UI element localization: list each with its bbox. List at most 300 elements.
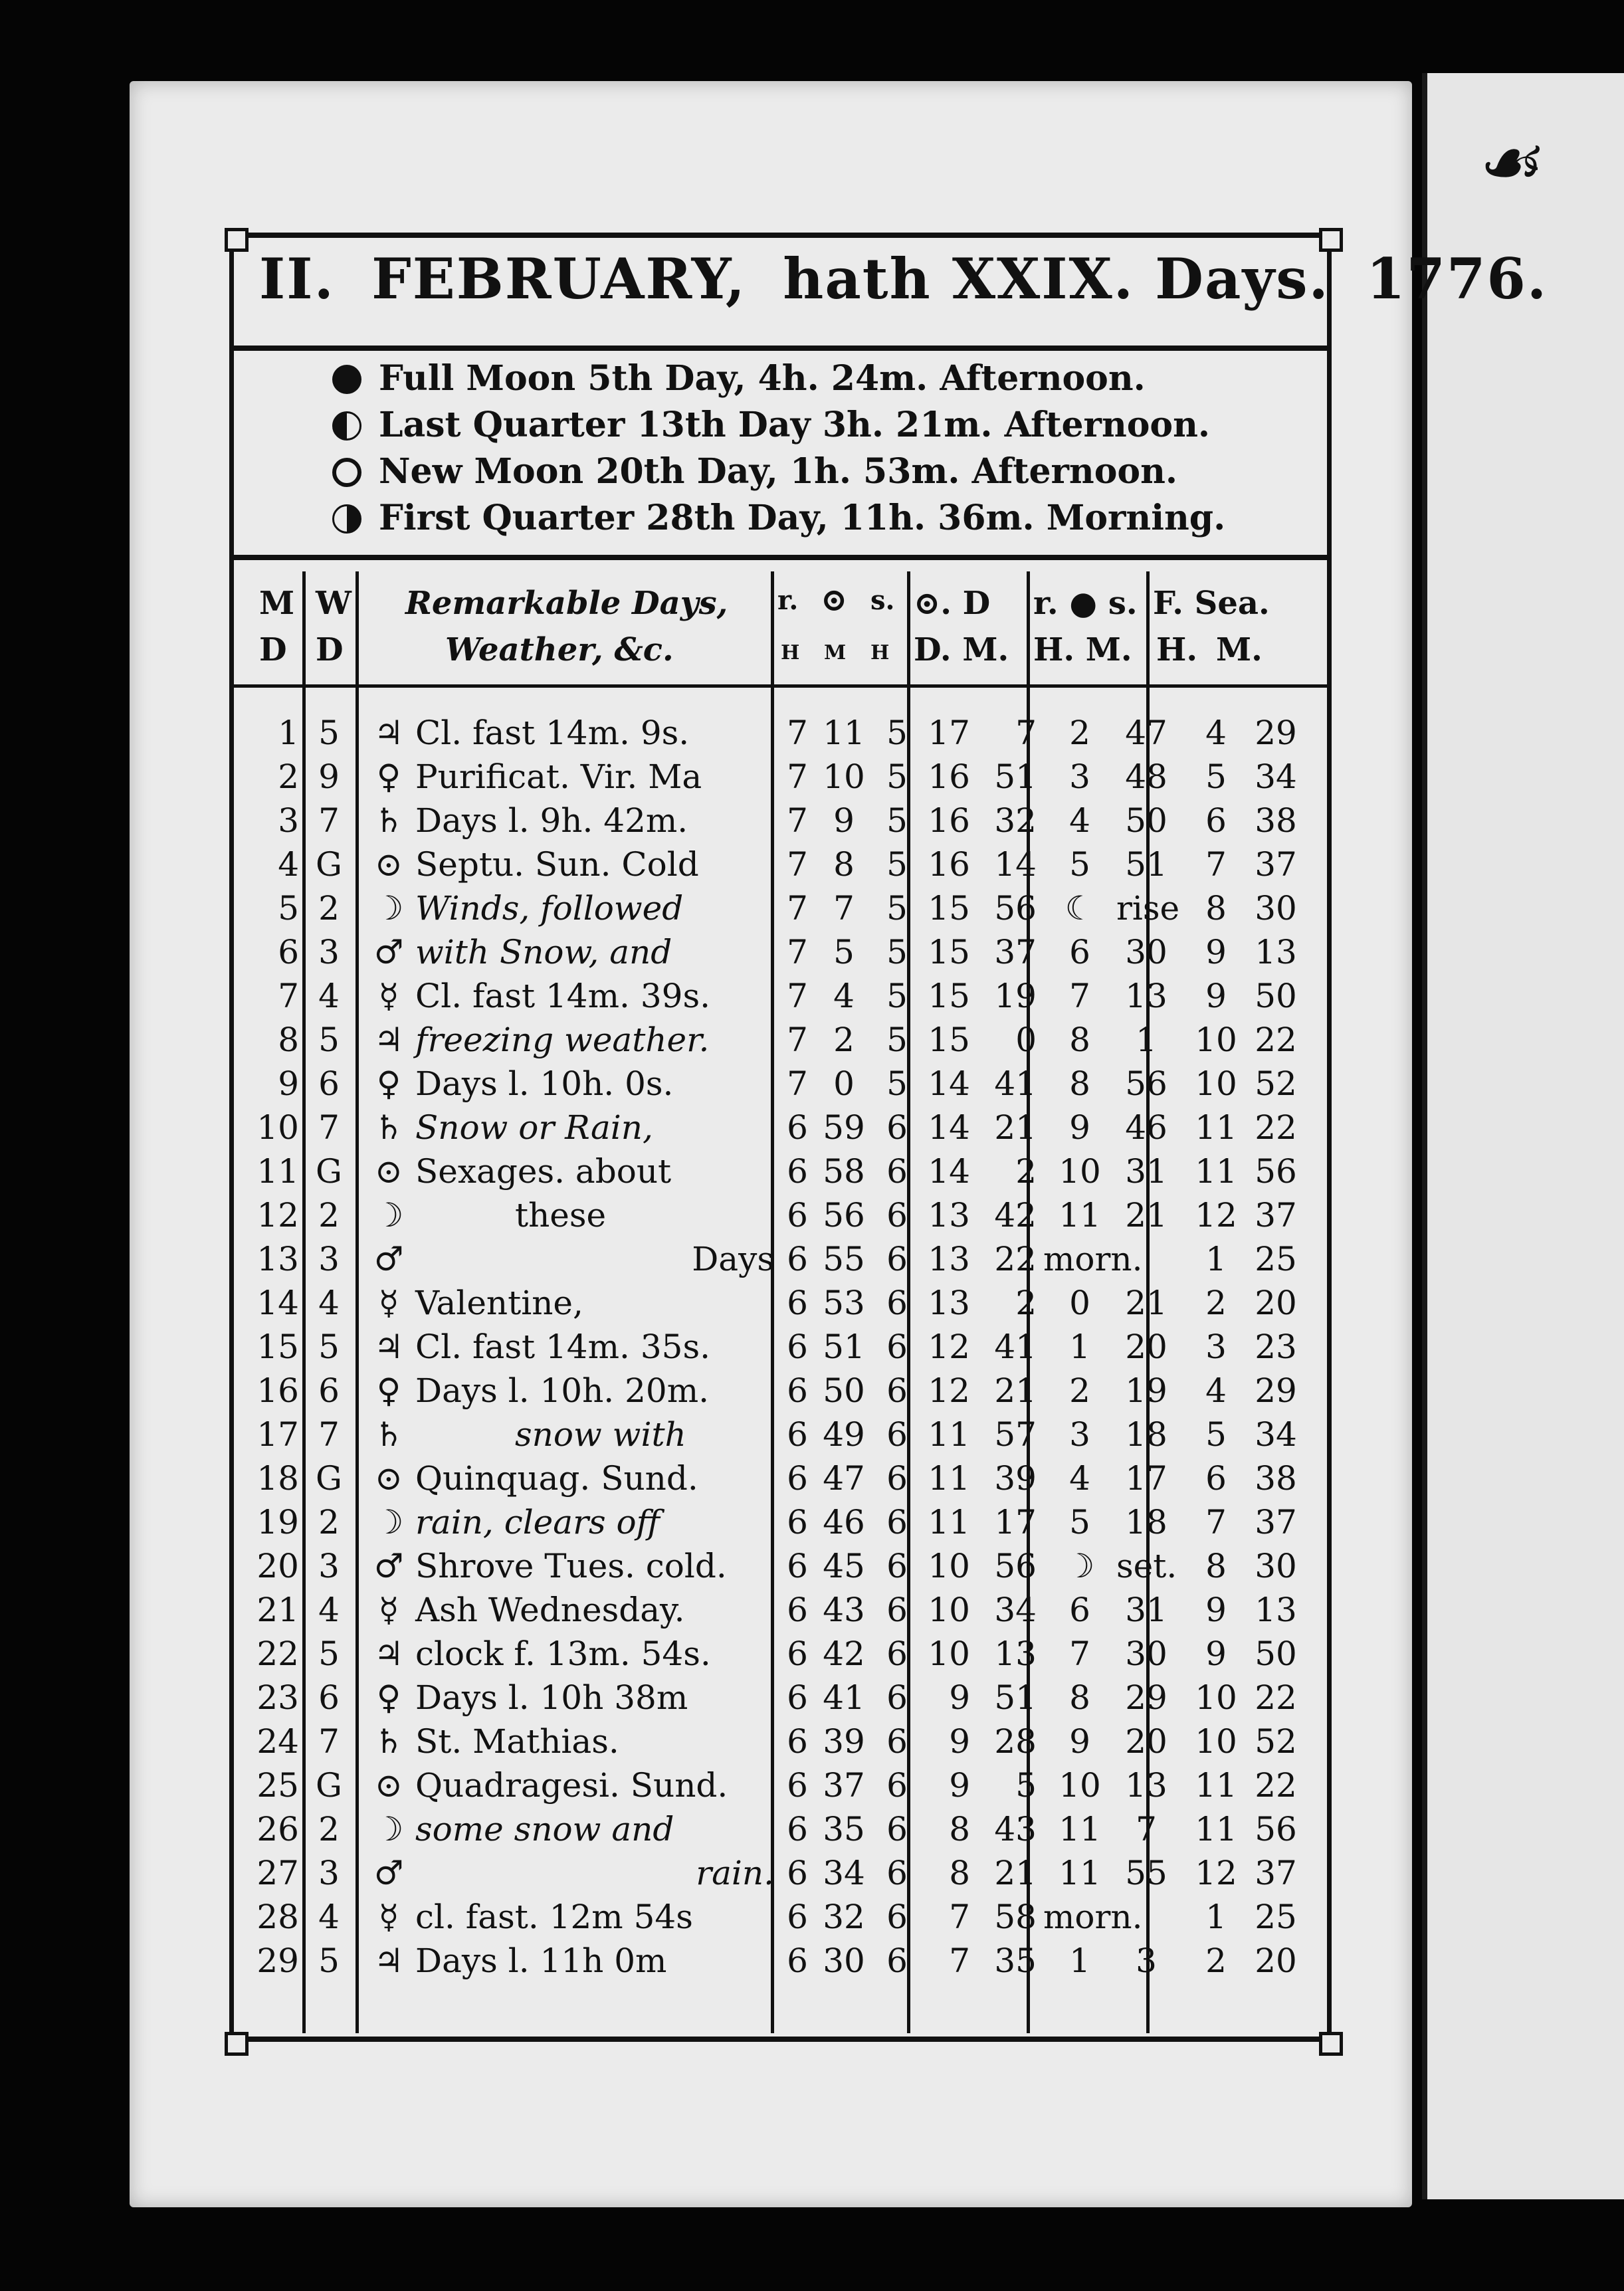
full-sea-hour: 5 bbox=[1205, 757, 1227, 796]
declination-degrees: 13 bbox=[928, 1284, 970, 1322]
declination-degrees: 16 bbox=[928, 757, 970, 796]
header-moon-top: r. ● s. bbox=[1033, 585, 1138, 622]
full-sea-hour: 6 bbox=[1205, 1459, 1227, 1498]
moon-minute: 1 bbox=[1136, 1021, 1157, 1059]
day-of-month: 5 bbox=[278, 889, 299, 928]
table-header bbox=[239, 571, 1322, 684]
sunrise-minute: 9 bbox=[833, 801, 855, 840]
declination-degrees: 14 bbox=[928, 1064, 970, 1103]
table-row bbox=[239, 1807, 1322, 1851]
planet-symbol: ♂ bbox=[373, 933, 404, 971]
declination-degrees: 11 bbox=[928, 1415, 970, 1454]
moon-hour: 10 bbox=[1059, 1766, 1101, 1805]
moon-minute: 56 bbox=[1125, 1064, 1167, 1103]
table-row bbox=[239, 1106, 1322, 1149]
planet-symbol: ⊙ bbox=[375, 1152, 403, 1191]
sunrise-hour: 6 bbox=[787, 1371, 808, 1410]
sunset-hour: 6 bbox=[886, 1328, 908, 1366]
full-sea-hour: 2 bbox=[1205, 1942, 1227, 1980]
planet-symbol: ♀ bbox=[376, 1371, 401, 1410]
day-of-month: 15 bbox=[256, 1328, 299, 1366]
sunset-hour: 5 bbox=[886, 1064, 908, 1103]
full-sea-hour: 11 bbox=[1195, 1152, 1237, 1191]
full-sea-minute: 13 bbox=[1255, 933, 1297, 971]
remarkable-days-text: Ash Wednesday. bbox=[415, 1591, 685, 1629]
moon-minute: 21 bbox=[1125, 1196, 1167, 1235]
day-of-month: 18 bbox=[256, 1459, 299, 1498]
table-row bbox=[239, 886, 1322, 930]
declination-degrees: 12 bbox=[928, 1328, 970, 1366]
moon-minute: 30 bbox=[1125, 933, 1167, 971]
full-sea-minute: 20 bbox=[1255, 1284, 1297, 1322]
full-sea-minute: 22 bbox=[1255, 1678, 1297, 1717]
table-row bbox=[239, 711, 1322, 755]
full-sea-minute: 22 bbox=[1255, 1021, 1297, 1059]
month-name: FEBRUARY, bbox=[371, 246, 747, 312]
title-rule bbox=[229, 346, 1327, 351]
corner-ornament bbox=[225, 228, 249, 252]
day-of-week: 4 bbox=[318, 1898, 340, 1936]
moon-minute: rise bbox=[1116, 889, 1180, 928]
sunset-hour: 6 bbox=[886, 1108, 908, 1147]
remarkable-days-text: Shrove Tues. cold. bbox=[415, 1547, 727, 1585]
corner-ornament bbox=[1319, 2032, 1343, 2056]
sunset-hour: 6 bbox=[886, 1722, 908, 1761]
sunrise-hour: 6 bbox=[787, 1152, 808, 1191]
full-sea-hour: 10 bbox=[1195, 1678, 1237, 1717]
moon-minute: 13 bbox=[1125, 1766, 1167, 1805]
moon-minute: 18 bbox=[1125, 1503, 1167, 1542]
moon-hour: 8 bbox=[1069, 1678, 1090, 1717]
declination-degrees: 9 bbox=[949, 1766, 970, 1805]
moon-hour: 11 bbox=[1059, 1854, 1101, 1892]
day-of-month: 9 bbox=[278, 1064, 299, 1103]
full-sea-hour: 12 bbox=[1195, 1854, 1237, 1892]
declination-minutes: 57 bbox=[994, 1415, 1037, 1454]
moon-minute: 19 bbox=[1125, 1371, 1167, 1410]
day-of-week: 3 bbox=[318, 1854, 340, 1892]
day-of-week: 3 bbox=[318, 1547, 340, 1585]
moon-hour: 9 bbox=[1069, 1722, 1090, 1761]
moon-hour: ☾ bbox=[1065, 889, 1095, 928]
sunset-hour: 5 bbox=[886, 933, 908, 971]
full-sea-minute: 23 bbox=[1255, 1328, 1297, 1366]
full-sea-hour: 4 bbox=[1205, 1371, 1227, 1410]
day-of-month: 11 bbox=[256, 1152, 299, 1191]
full-sea-hour: 7 bbox=[1205, 1503, 1227, 1542]
moon-hour: 7 bbox=[1069, 1635, 1090, 1673]
sunrise-minute: 32 bbox=[823, 1898, 865, 1936]
full-sea-hour: 10 bbox=[1195, 1064, 1237, 1103]
sunrise-minute: 34 bbox=[823, 1854, 865, 1892]
sunrise-hour: 6 bbox=[787, 1459, 808, 1498]
full-sea-minute: 37 bbox=[1255, 1854, 1297, 1892]
moon-minute: 31 bbox=[1125, 1152, 1167, 1191]
sunset-hour: 6 bbox=[886, 1284, 908, 1322]
declination-degrees: 9 bbox=[949, 1678, 970, 1717]
header-sea-top: F. Sea. bbox=[1153, 585, 1270, 622]
sunrise-hour: 6 bbox=[787, 1328, 808, 1366]
moon-hour: 8 bbox=[1069, 1021, 1090, 1059]
moon-minute: 20 bbox=[1125, 1328, 1167, 1366]
planet-symbol: ☽ bbox=[373, 1196, 404, 1235]
day-of-week: 4 bbox=[318, 1284, 340, 1322]
table-row bbox=[239, 1062, 1322, 1106]
declination-degrees: 13 bbox=[928, 1240, 970, 1278]
moon-phase-row: Last Quarter 13th Day 3h. 21m. Afternoon. bbox=[332, 402, 1263, 448]
moon-hour: 5 bbox=[1069, 845, 1090, 884]
day-of-month: 16 bbox=[256, 1371, 299, 1410]
table-row bbox=[239, 1588, 1322, 1632]
full-sea-hour: 9 bbox=[1205, 977, 1227, 1015]
full-sea-minute: 38 bbox=[1255, 1459, 1297, 1498]
planet-symbol: ♃ bbox=[373, 1328, 404, 1366]
day-of-week: 2 bbox=[318, 1196, 340, 1235]
full-sea-hour: 5 bbox=[1205, 1415, 1227, 1454]
full-sea-minute: 52 bbox=[1255, 1064, 1297, 1103]
remarkable-days-text: St. Mathias. bbox=[415, 1722, 619, 1761]
planet-symbol: ♄ bbox=[373, 1108, 404, 1147]
full-sea-hour: 10 bbox=[1195, 1722, 1237, 1761]
remarkable-days-text: Snow or Rain, bbox=[415, 1108, 653, 1147]
remarkable-days-text: Cl. fast 14m. 35s. bbox=[415, 1328, 710, 1366]
full-sea-minute: 29 bbox=[1255, 1371, 1297, 1410]
day-of-week: 5 bbox=[318, 1635, 340, 1673]
table-row bbox=[239, 1544, 1322, 1588]
moon-hour: 5 bbox=[1069, 1503, 1090, 1542]
full-sea-hour: 6 bbox=[1205, 801, 1227, 840]
moon-rule bbox=[229, 555, 1327, 560]
remarkable-days-text: these bbox=[515, 1196, 607, 1235]
declination-minutes: 34 bbox=[994, 1591, 1037, 1629]
full-sea-minute: 56 bbox=[1255, 1810, 1297, 1848]
declination-minutes: 39 bbox=[994, 1459, 1037, 1498]
sunrise-hour: 6 bbox=[787, 1854, 808, 1892]
full-sea-hour: 8 bbox=[1205, 889, 1227, 928]
moon-minute: 51 bbox=[1125, 845, 1167, 884]
sunset-hour: 6 bbox=[886, 1152, 908, 1191]
full-moon-icon bbox=[332, 365, 361, 394]
day-of-week: G bbox=[316, 845, 342, 884]
full-sea-minute: 37 bbox=[1255, 845, 1297, 884]
remarkable-days-text: Cl. fast 14m. 39s. bbox=[415, 977, 710, 1015]
table-row bbox=[239, 1281, 1322, 1325]
sun-icon: ⊙ bbox=[821, 581, 848, 619]
day-of-week: 6 bbox=[318, 1064, 340, 1103]
declination-minutes: 21 bbox=[994, 1108, 1037, 1147]
table-row bbox=[239, 799, 1322, 843]
table-row bbox=[239, 1193, 1322, 1237]
first-quarter-icon bbox=[332, 504, 361, 534]
month-number: II. bbox=[259, 246, 335, 312]
sunrise-minute: 39 bbox=[823, 1722, 865, 1761]
moon-minute: 55 bbox=[1125, 1854, 1167, 1892]
day-of-month: 14 bbox=[256, 1284, 299, 1322]
declination-degrees: 16 bbox=[928, 801, 970, 840]
sunrise-hour: 6 bbox=[787, 1108, 808, 1147]
header-sun-h1: H bbox=[781, 641, 800, 664]
moon-phase-row: New Moon 20th Day, 1h. 53m. Afternoon. bbox=[332, 448, 1263, 495]
day-of-week: 5 bbox=[318, 1328, 340, 1366]
sunset-hour: 5 bbox=[886, 757, 908, 796]
sunrise-hour: 6 bbox=[787, 1635, 808, 1673]
sunset-hour: 6 bbox=[886, 1678, 908, 1717]
table-row bbox=[239, 1456, 1322, 1500]
day-of-month: 13 bbox=[256, 1240, 299, 1278]
remarkable-days-text: Septu. Sun. Cold bbox=[415, 845, 699, 884]
full-sea-minute: 25 bbox=[1255, 1898, 1297, 1936]
day-of-month: 27 bbox=[256, 1854, 299, 1892]
moon-minute: 31 bbox=[1125, 1591, 1167, 1629]
remarkable-days-text: rain. bbox=[696, 1854, 774, 1892]
sunset-hour: 6 bbox=[886, 1635, 908, 1673]
declination-degrees: 15 bbox=[928, 933, 970, 971]
day-of-week: 4 bbox=[318, 1591, 340, 1629]
table-row bbox=[239, 1149, 1322, 1193]
moon-hour: 11 bbox=[1059, 1196, 1101, 1235]
day-of-month: 21 bbox=[256, 1591, 299, 1629]
planet-symbol: ☿ bbox=[378, 1591, 399, 1629]
declination-degrees: 12 bbox=[928, 1371, 970, 1410]
moon-phase-row: First Quarter 28th Day, 11h. 36m. Morning. bbox=[332, 495, 1263, 542]
sunset-hour: 5 bbox=[886, 1021, 908, 1059]
day-of-week: 7 bbox=[318, 1722, 340, 1761]
sunrise-minute: 5 bbox=[833, 933, 855, 971]
declination-degrees: 14 bbox=[928, 1108, 970, 1147]
table-row bbox=[239, 1676, 1322, 1720]
day-of-month: 22 bbox=[256, 1635, 299, 1673]
full-sea-minute: 38 bbox=[1255, 801, 1297, 840]
full-sea-minute: 22 bbox=[1255, 1108, 1297, 1147]
table-row bbox=[239, 1325, 1322, 1369]
day-of-month: 29 bbox=[256, 1942, 299, 1980]
planet-symbol: ♃ bbox=[373, 1021, 404, 1059]
day-of-month: 17 bbox=[256, 1415, 299, 1454]
full-sea-minute: 13 bbox=[1255, 1591, 1297, 1629]
declination-minutes: 51 bbox=[994, 1678, 1037, 1717]
table-row bbox=[239, 1413, 1322, 1456]
sunrise-minute: 53 bbox=[823, 1284, 865, 1322]
remarkable-days-text: Days bbox=[692, 1240, 774, 1278]
moon-phase-row: Full Moon 5th Day, 4h. 24m. Afternoon. bbox=[332, 355, 1263, 402]
declination-minutes: 42 bbox=[994, 1196, 1037, 1235]
declination-minutes: 2 bbox=[1015, 1284, 1037, 1322]
sunrise-minute: 43 bbox=[823, 1591, 865, 1629]
declination-degrees: 15 bbox=[928, 889, 970, 928]
declination-degrees: 11 bbox=[928, 1503, 970, 1542]
day-of-week: 3 bbox=[318, 933, 340, 971]
sunrise-hour: 6 bbox=[787, 1591, 808, 1629]
sunrise-hour: 6 bbox=[787, 1284, 808, 1322]
moon-hour: 11 bbox=[1059, 1810, 1101, 1848]
full-sea-hour: 10 bbox=[1195, 1021, 1237, 1059]
declination-minutes: 2 bbox=[1015, 1152, 1037, 1191]
sunset-hour: 6 bbox=[886, 1591, 908, 1629]
declination-degrees: 9 bbox=[949, 1722, 970, 1761]
remarkable-days-text: Purificat. Vir. Ma bbox=[415, 757, 702, 796]
facing-page-handwritten bbox=[1422, 73, 1624, 2199]
sunrise-hour: 6 bbox=[787, 1898, 808, 1936]
moon-hour: 9 bbox=[1069, 1108, 1090, 1147]
moon-minute: 21 bbox=[1125, 1284, 1167, 1322]
declination-degrees: 13 bbox=[928, 1196, 970, 1235]
day-of-month: 24 bbox=[256, 1722, 299, 1761]
day-of-week: 3 bbox=[318, 1240, 340, 1278]
sunset-hour: 6 bbox=[886, 1854, 908, 1892]
moon-hour: 3 bbox=[1069, 1415, 1090, 1454]
moon-minute: 48 bbox=[1125, 757, 1167, 796]
sunset-hour: 6 bbox=[886, 1196, 908, 1235]
moon-minute: 3 bbox=[1136, 1942, 1157, 1980]
remarkable-days-text: some snow and bbox=[415, 1810, 674, 1848]
table-row bbox=[239, 1237, 1322, 1281]
planet-symbol: ☿ bbox=[378, 977, 399, 1015]
declination-minutes: 22 bbox=[994, 1240, 1037, 1278]
sunrise-minute: 51 bbox=[823, 1328, 865, 1366]
moon-hour: 6 bbox=[1069, 933, 1090, 971]
header-remarkable-bottom: Weather, &c. bbox=[445, 631, 674, 668]
header-sun-r: r. bbox=[777, 585, 799, 616]
full-sea-hour: 9 bbox=[1205, 1591, 1227, 1629]
full-sea-hour: 3 bbox=[1205, 1328, 1227, 1366]
sunset-hour: 6 bbox=[886, 1810, 908, 1848]
last-quarter-icon bbox=[332, 411, 361, 441]
sunrise-hour: 7 bbox=[787, 933, 808, 971]
sunrise-hour: 6 bbox=[787, 1942, 808, 1980]
day-of-month: 4 bbox=[278, 845, 299, 884]
sunrise-minute: 8 bbox=[833, 845, 855, 884]
remarkable-days-text: cl. fast. 12m 54s bbox=[415, 1898, 693, 1936]
sunrise-hour: 6 bbox=[787, 1810, 808, 1848]
full-sea-minute: 34 bbox=[1255, 757, 1297, 796]
moon-minute: 30 bbox=[1125, 1635, 1167, 1673]
sunset-hour: 5 bbox=[886, 801, 908, 840]
day-of-month: 19 bbox=[256, 1503, 299, 1542]
top-rule bbox=[229, 233, 1327, 238]
declination-minutes: 5 bbox=[1015, 1766, 1037, 1805]
declination-minutes: 13 bbox=[994, 1635, 1037, 1673]
moon-minute: 17 bbox=[1125, 1459, 1167, 1498]
sunset-hour: 6 bbox=[886, 1371, 908, 1410]
sunset-hour: 6 bbox=[886, 1503, 908, 1542]
sunrise-minute: 56 bbox=[823, 1196, 865, 1235]
header-md-bottom: D bbox=[259, 631, 287, 668]
day-of-month: 25 bbox=[256, 1766, 299, 1805]
table-row bbox=[239, 1763, 1322, 1807]
sunrise-hour: 7 bbox=[787, 977, 808, 1015]
moon-hour: 6 bbox=[1069, 1591, 1090, 1629]
sunrise-minute: 41 bbox=[823, 1678, 865, 1717]
table-row bbox=[239, 843, 1322, 886]
header-sea-h: H. bbox=[1156, 631, 1198, 668]
full-sea-hour: 12 bbox=[1195, 1196, 1237, 1235]
declination-degrees: 10 bbox=[928, 1547, 970, 1585]
day-of-week: G bbox=[316, 1459, 342, 1498]
declination-degrees: 10 bbox=[928, 1635, 970, 1673]
moon-minute: 18 bbox=[1125, 1415, 1167, 1454]
sunrise-minute: 49 bbox=[823, 1415, 865, 1454]
sunset-hour: 6 bbox=[886, 1240, 908, 1278]
planet-symbol: ♀ bbox=[376, 1678, 401, 1717]
moon-hour: 2 bbox=[1069, 714, 1090, 752]
sunrise-minute: 50 bbox=[823, 1371, 865, 1410]
planet-symbol: ♀ bbox=[376, 757, 401, 796]
remarkable-days-text: Sexages. about bbox=[415, 1152, 672, 1191]
full-sea-minute: 37 bbox=[1255, 1196, 1297, 1235]
header-rule bbox=[229, 684, 1327, 688]
day-of-month: 26 bbox=[256, 1810, 299, 1848]
day-of-week: 2 bbox=[318, 1810, 340, 1848]
planet-symbol: ♃ bbox=[373, 714, 404, 752]
remarkable-days-text: rain, clears off bbox=[415, 1503, 660, 1542]
table-row bbox=[239, 1018, 1322, 1062]
full-sea-minute: 22 bbox=[1255, 1766, 1297, 1805]
declination-minutes: 41 bbox=[994, 1064, 1037, 1103]
declination-minutes: 41 bbox=[994, 1328, 1037, 1366]
moon-hour: morn. bbox=[1043, 1898, 1143, 1936]
header-wd-top: W bbox=[316, 585, 352, 622]
planet-symbol: ☽ bbox=[373, 1810, 404, 1848]
sunset-hour: 5 bbox=[886, 845, 908, 884]
day-of-week: 4 bbox=[318, 977, 340, 1015]
day-of-month: 2 bbox=[278, 757, 299, 796]
sunrise-minute: 58 bbox=[823, 1152, 865, 1191]
sunrise-hour: 7 bbox=[787, 1021, 808, 1059]
day-of-month: 6 bbox=[278, 933, 299, 971]
planet-symbol: ⊙ bbox=[375, 845, 403, 884]
remarkable-days-text: Days l. 11h 0m bbox=[415, 1942, 667, 1980]
sunrise-hour: 6 bbox=[787, 1415, 808, 1454]
sunrise-hour: 6 bbox=[787, 1722, 808, 1761]
declination-degrees: 7 bbox=[949, 1898, 970, 1936]
year: 1776. bbox=[1366, 246, 1548, 312]
declination-minutes: 19 bbox=[994, 977, 1037, 1015]
moon-hour: ☽ bbox=[1065, 1547, 1095, 1585]
corner-ornament bbox=[225, 2032, 249, 2056]
planet-symbol: ♂ bbox=[373, 1240, 404, 1278]
sunset-hour: 5 bbox=[886, 889, 908, 928]
sunrise-hour: 7 bbox=[787, 801, 808, 840]
planet-symbol: ☿ bbox=[378, 1898, 399, 1936]
table-row bbox=[239, 1939, 1322, 1983]
moon-hour: 0 bbox=[1069, 1284, 1090, 1322]
table-row bbox=[239, 1500, 1322, 1544]
sunrise-minute: 35 bbox=[823, 1810, 865, 1848]
header-sun-m: M bbox=[824, 641, 847, 664]
sunrise-hour: 6 bbox=[787, 1678, 808, 1717]
declination-degrees: 8 bbox=[949, 1810, 970, 1848]
remarkable-days-text: Days l. 10h. 0s. bbox=[415, 1064, 674, 1103]
moon-minute: 20 bbox=[1125, 1722, 1167, 1761]
remarkable-days-text: Quinquag. Sund. bbox=[415, 1459, 698, 1498]
page-title bbox=[259, 246, 1548, 319]
header-wd-bottom: D bbox=[316, 631, 344, 668]
full-sea-minute: 34 bbox=[1255, 1415, 1297, 1454]
moon-hour: morn. bbox=[1043, 1240, 1143, 1278]
moon-hour: 7 bbox=[1069, 977, 1090, 1015]
moon-minute: 13 bbox=[1125, 977, 1167, 1015]
full-sea-hour: 11 bbox=[1195, 1766, 1237, 1805]
remarkable-days-text: clock f. 13m. 54s. bbox=[415, 1635, 711, 1673]
sunrise-minute: 59 bbox=[823, 1108, 865, 1147]
bottom-rule bbox=[229, 2037, 1327, 2042]
sunset-hour: 5 bbox=[886, 977, 908, 1015]
table-row bbox=[239, 755, 1322, 799]
day-of-week: G bbox=[316, 1152, 342, 1191]
declination-minutes: 58 bbox=[994, 1898, 1037, 1936]
remarkable-days-text: with Snow, and bbox=[415, 933, 672, 971]
declination-degrees: 8 bbox=[949, 1854, 970, 1892]
